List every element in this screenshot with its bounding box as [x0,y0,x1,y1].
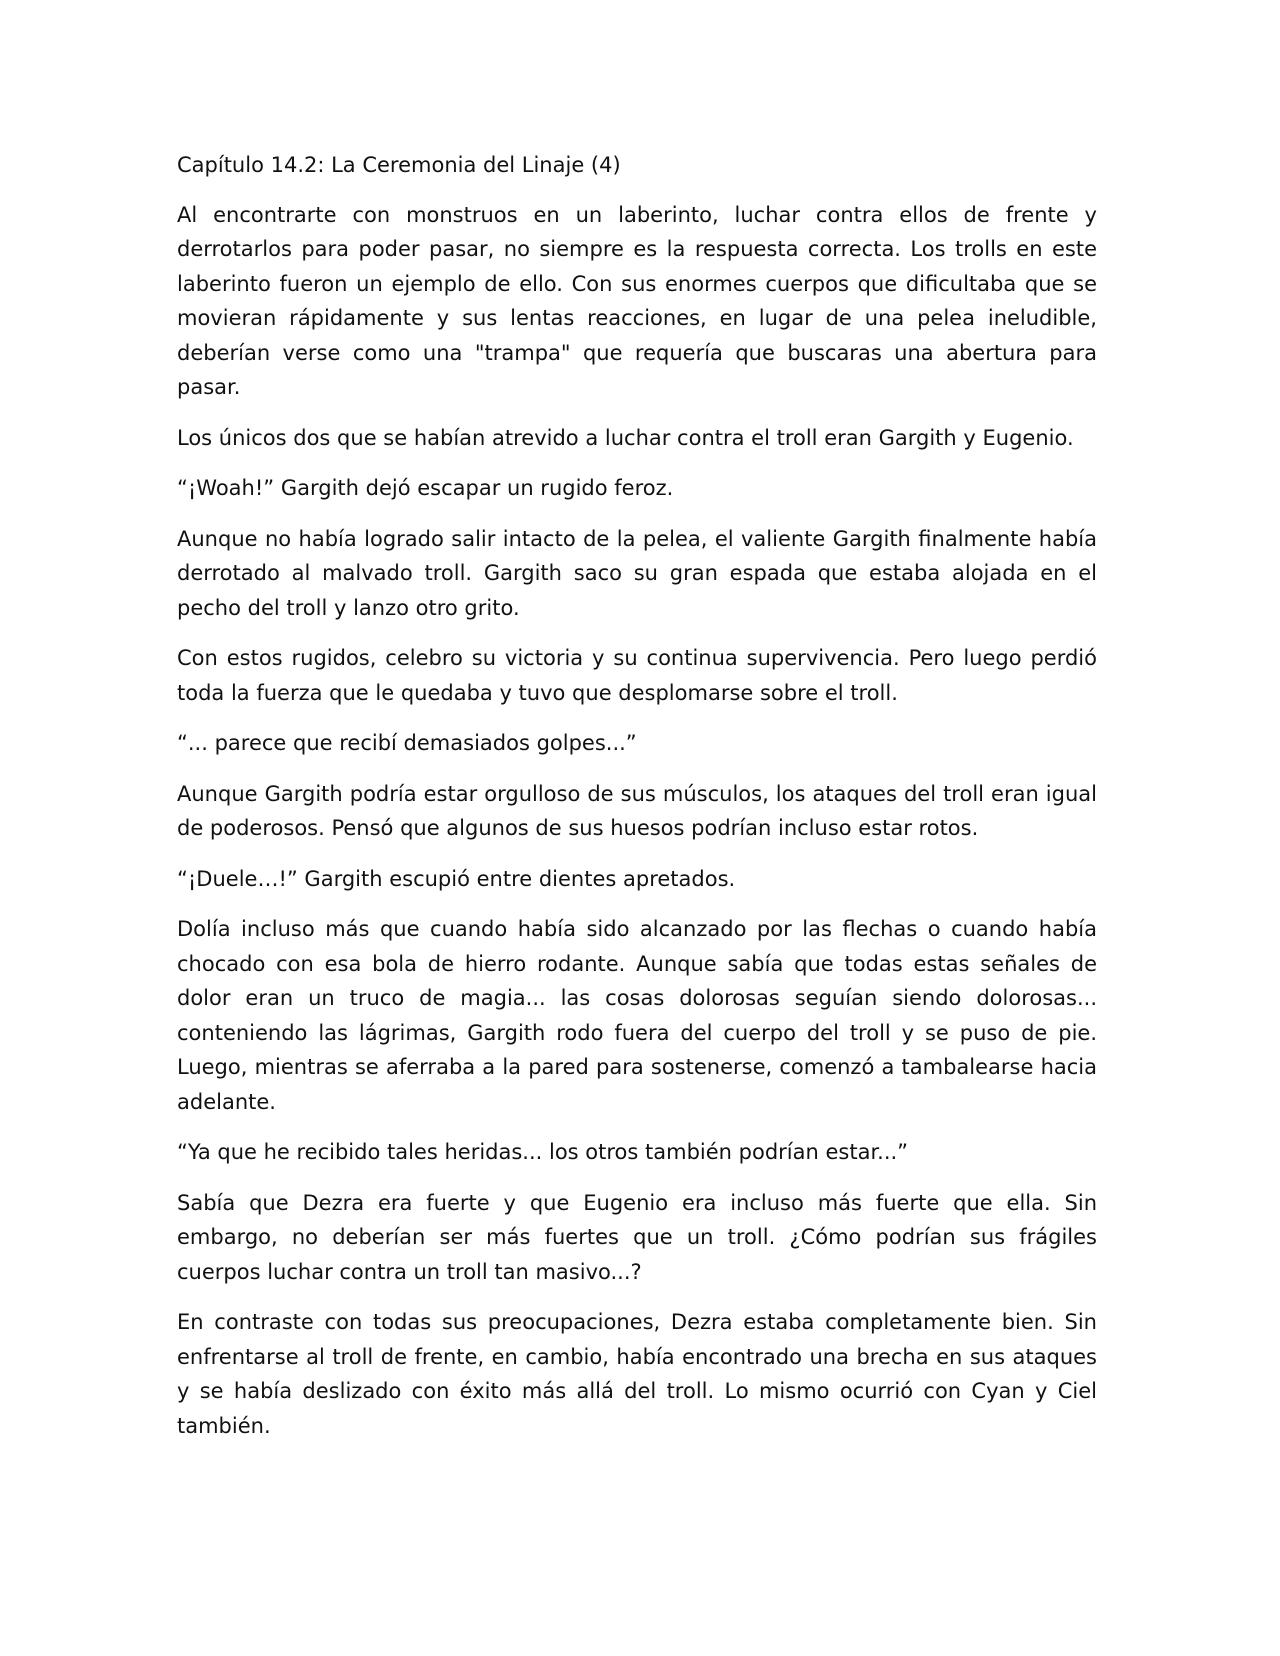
paragraph-4: Aunque no había logrado salir intacto de la pelea, el valiente Gargith finalmente había derrotado al malvado troll. Gargith saco su gran espada que estaba alojada en el pecho del troll y lanzo otro grito. [177,526,1097,620]
paragraph-3: “¡Woah!” Gargith dejó escapar un rugido feroz. [177,476,674,500]
chapter-title: Capítulo 14.2: La Ceremonia del Linaje (4) [177,153,621,177]
paragraph-1: Al encontrarte con monstruos en un laberinto, luchar contra ellos de frente y derrotarlos para poder pasar, no siempre es la respuesta correcta. Los trolls en este laberinto fueron un ejemplo de ello. Con sus enormes cuerpos que dificultaba que se movieran rápidamente y sus lentas reacciones, en lugar de una pelea ineludible, deberían verse como una "trampa" que requería que buscaras una abertura para pasar. [177,202,1097,399]
paragraph-10: “Ya que he recibido tales heridas... los otros también podrían estar...” [177,1140,909,1164]
paragraph-9: Dolía incluso más que cuando había sido alcanzado por las flechas o cuando había chocado con esa bola de hierro rodante. Aunque sabía que todas estas señales de dolor eran un truco de magia... las cosas dolorosas seguían siendo dolorosas... conteniendo las lágrimas, Gargith rodo fuera del cuerpo del troll y se puso de pie. Luego, mientras se aferraba a la pared para sostenerse, comenzó a tambalearse hacia adelante. [177,917,1097,1114]
document-body [177,148,1097,1459]
paragraph-6: “... parece que recibí demasiados golpes...” [177,731,637,755]
paragraph-5: Con estos rugidos, celebro su victoria y su continua supervivencia. Pero luego perdió toda la fuerza que le quedaba y tuvo que desplomarse sobre el troll. [177,646,1097,705]
paragraph-8: “¡Duele…!” Gargith escupió entre dientes apretados. [177,866,736,891]
paragraph-12: En contraste con todas sus preocupaciones, Dezra estaba completamente bien. Sin enfrentarse al troll de frente, en cambio, había encontrado una brecha en sus ataques y se había deslizado con éxito más allá del troll. Lo mismo ocurrió con Cyan y Ciel también. [177,1310,1097,1438]
paragraph-11: Sabía que Dezra era fuerte y que Eugenio era incluso más fuerte que ella. Sin embargo, no deberían ser más fuertes que un troll. ¿Cómo podrían sus frágiles cuerpos luchar contra un troll tan masivo...? [177,1190,1097,1284]
paragraph-2: Los únicos dos que se habían atrevido a luchar contra el troll eran Gargith y Eugenio. [177,425,1074,450]
paragraph-7: Aunque Gargith podría estar orgulloso de sus músculos, los ataques del troll eran igual de poderosos. Pensó que algunos de sus huesos podrían incluso estar rotos. [177,781,1097,840]
